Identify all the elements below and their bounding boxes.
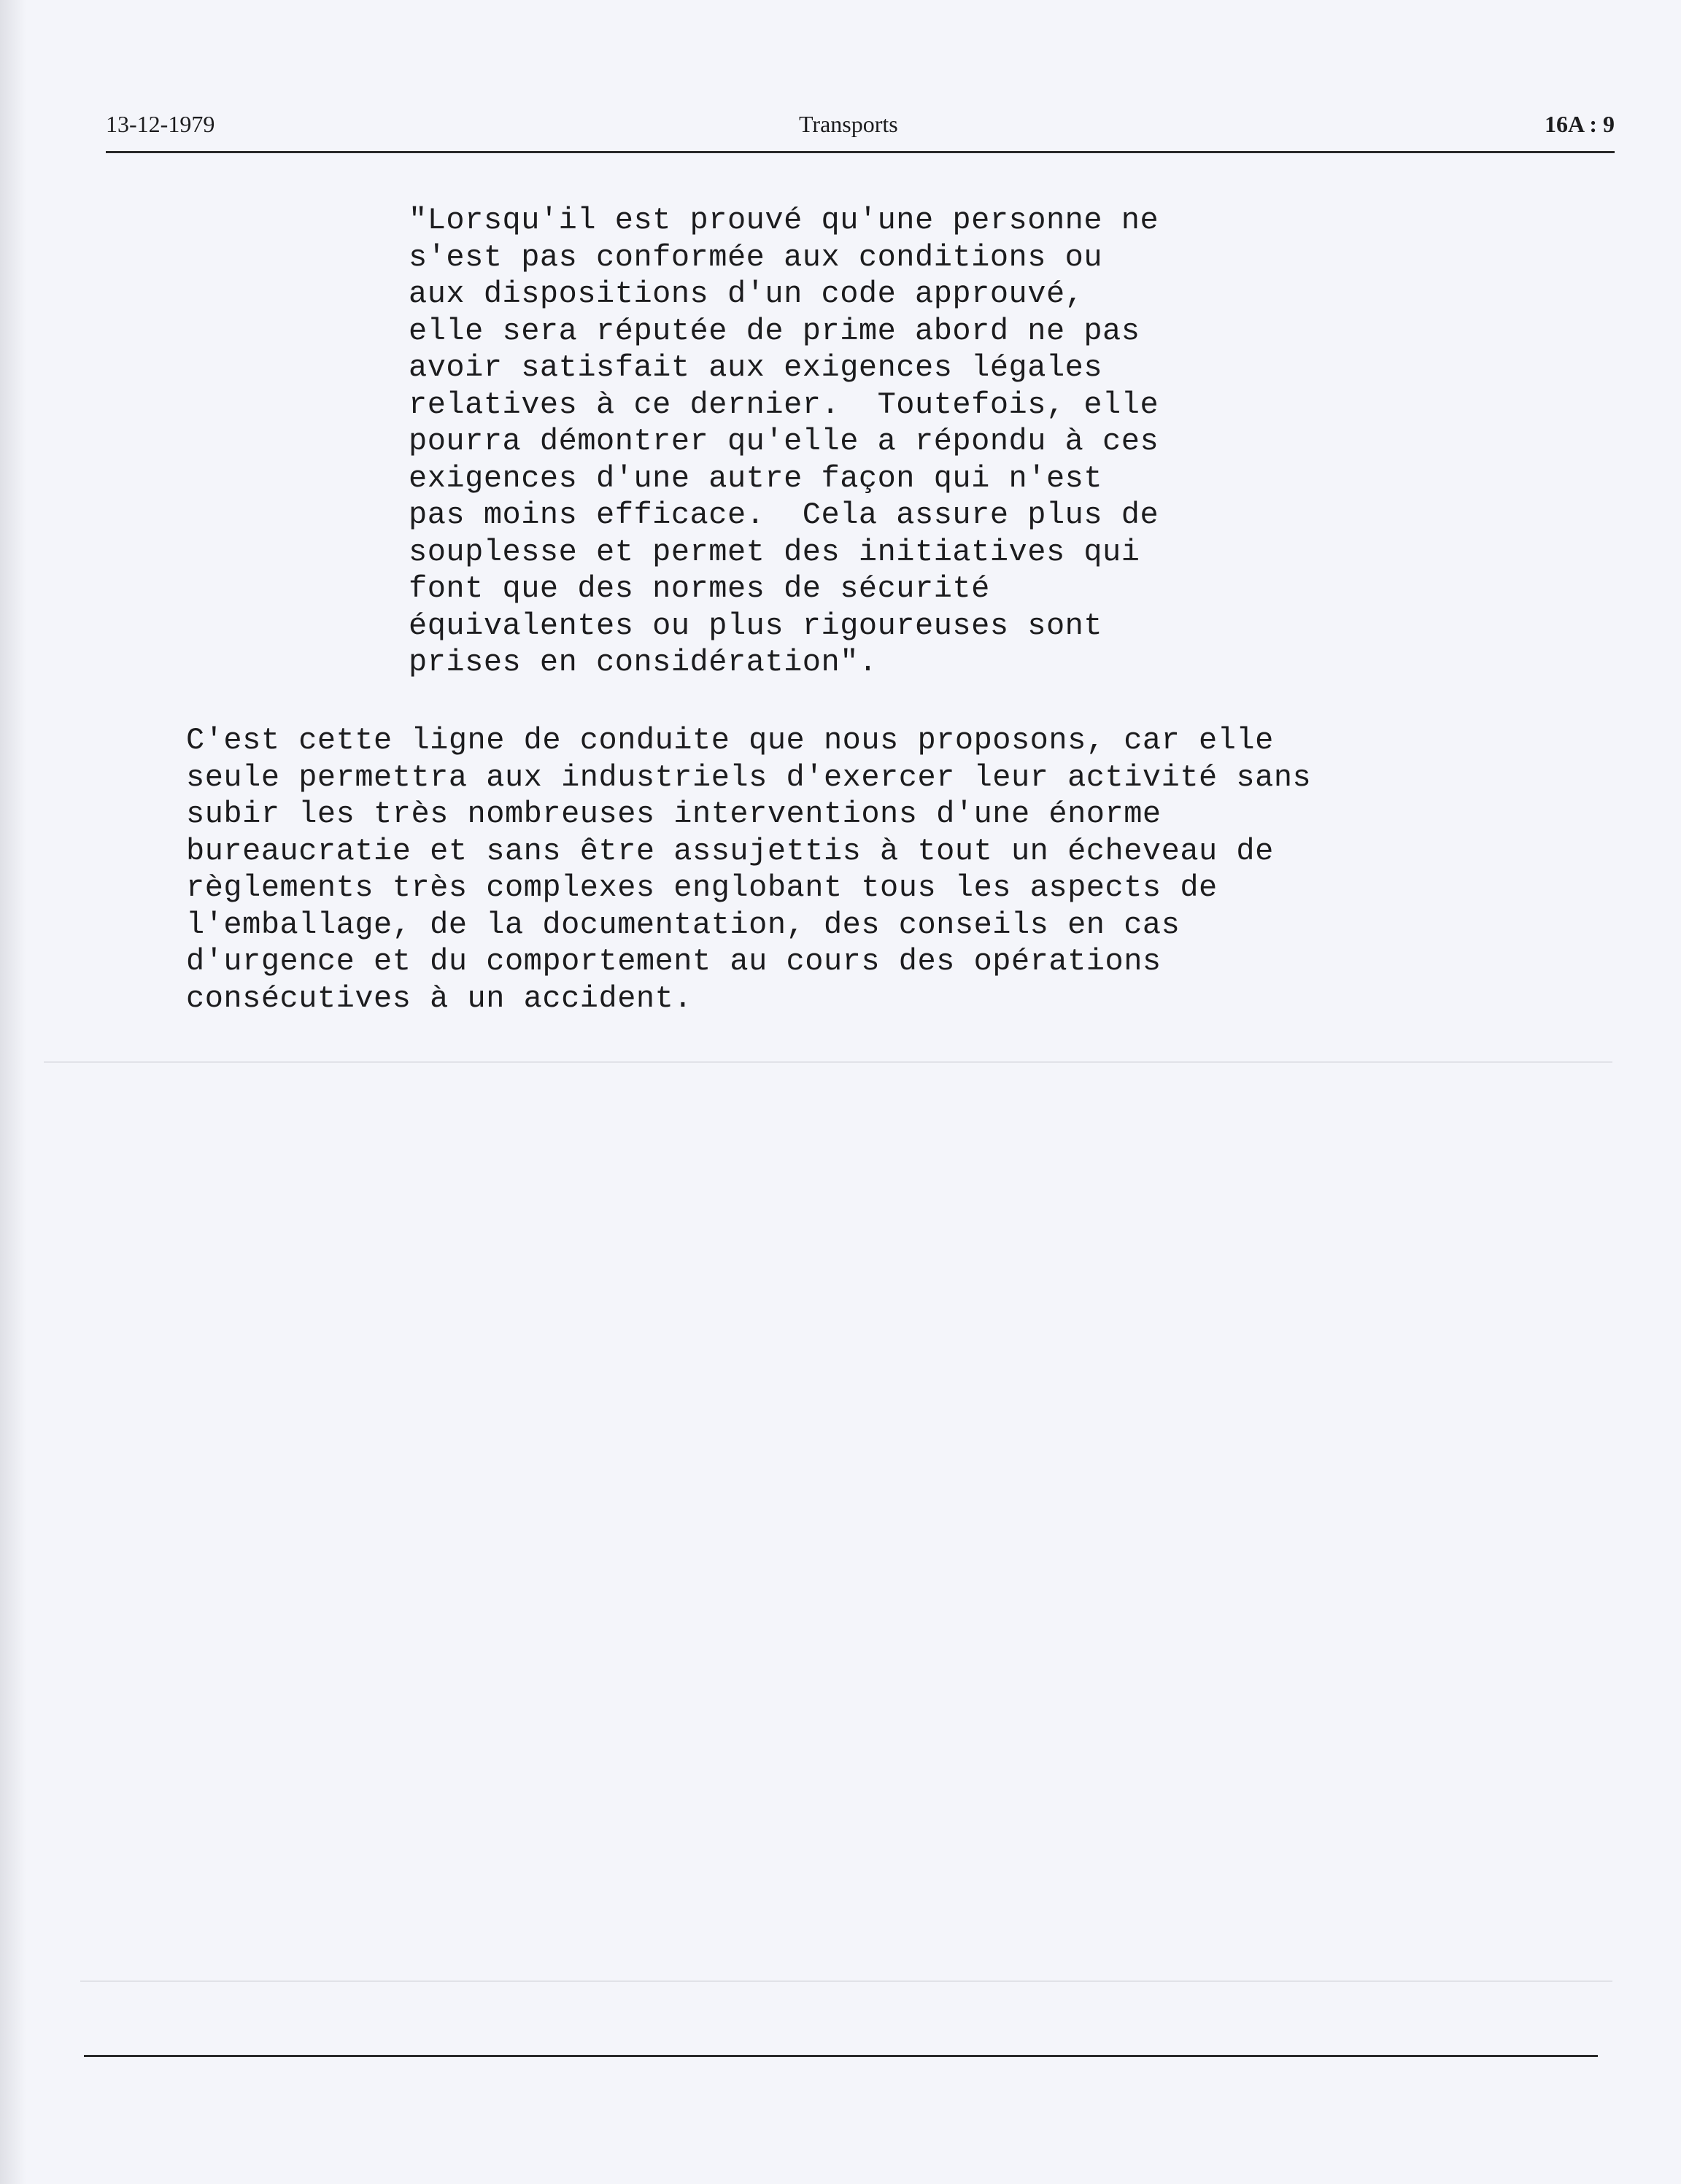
quote-line: elle sera réputée de prime abord ne pas [409, 313, 1140, 349]
quote-line: équivalentes ou plus rigoureuses sont [409, 608, 1103, 643]
body-line: bureaucratie et sans être assujettis à tout un écheveau de [186, 833, 1274, 869]
quote-line: prises en considération". [409, 645, 878, 680]
quote-line: exigences d'une autre façon qui n'est [409, 460, 1103, 496]
quote-line: font que des normes de sécurité [409, 571, 990, 606]
body-line: règlements très complexes englobant tous les aspects de [186, 870, 1218, 905]
header-rule [106, 151, 1615, 153]
body-line: subir les très nombreuses interventions d'une énorme [186, 797, 1162, 832]
quote-line: aux dispositions d'un code approuvé, [409, 276, 1084, 311]
footer-rule [84, 2055, 1598, 2057]
header-title: Transports [799, 111, 898, 137]
body-line: l'emballage, de la documentation, des conseils en cas [186, 907, 1180, 942]
quote-line: pas moins efficace. Cela assure plus de [409, 497, 1159, 533]
body-line: d'urgence et du comportement au cours des opérations [186, 944, 1162, 979]
quote-line: avoir satisfait aux exigences légales [409, 350, 1103, 385]
quote-line: souplesse et permet des initiatives qui [409, 534, 1140, 570]
quote-line: "Lorsqu'il est prouvé qu'une personne ne [409, 203, 1159, 238]
quote-line: pourra démontrer qu'elle a répondu à ces [409, 424, 1159, 459]
header-page-number: 16A : 9 [1545, 111, 1615, 137]
quote-line: s'est pas conformée aux conditions ou [409, 239, 1103, 275]
body-paragraph [186, 722, 1572, 1017]
page-edge-shadow [0, 0, 26, 2184]
quote-line: relatives à ce dernier. Toutefois, elle [409, 387, 1159, 422]
bleed-through-rule [44, 1061, 1612, 1063]
body-line: seule permettra aux industriels d'exercer leur activité sans [186, 759, 1312, 795]
bleed-through-rule [80, 1980, 1612, 1982]
running-header [106, 109, 1615, 150]
header-date: 13-12-1979 [106, 111, 215, 137]
body-line: consécutives à un accident. [186, 980, 693, 1016]
body-line: C'est cette ligne de conduite que nous proposons, car elle [186, 723, 1274, 758]
quoted-passage [409, 202, 1357, 681]
